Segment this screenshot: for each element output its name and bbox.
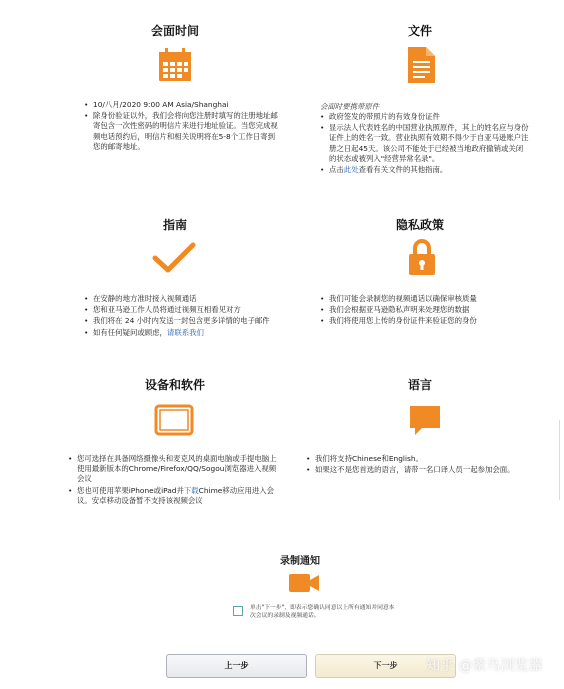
documents-here-link[interactable]: 此处 [343, 165, 359, 175]
privacy-section [320, 216, 520, 286]
contact-us-link[interactable]: 请联系我们 [166, 327, 204, 337]
download-link[interactable]: 下载 [183, 485, 199, 495]
list-item: • 我们将在 24 小时内发送一封包含更多详情的电子邮件 [84, 316, 284, 326]
calendar-icon [158, 48, 192, 86]
list-item: • 在安静的地方准时接入视频通话 [84, 294, 284, 304]
guide-title: 指南 [162, 218, 187, 232]
list-item: • 我们可能会录制您的视频通话以确保审核质量 [320, 294, 530, 304]
privacy-list [320, 294, 530, 328]
speech-bubble-icon [408, 404, 442, 442]
guide-link-prefix: 如有任何疑问或顾虑， [93, 327, 167, 337]
document-icon [406, 46, 436, 88]
checkmark-icon [152, 242, 196, 278]
list-item: • 如果这不是您首选的语言，请带一名口译人员一起参加会面。 [306, 465, 526, 475]
prev-button[interactable]: 上一步 [166, 654, 307, 678]
recording-consent-text: 单击"下一步"，即表示您确认同意以上所有通知并同意本次会议的录制及视频通话。 [250, 605, 395, 619]
list-item: • 我们将支持Chinese和English。 [306, 454, 526, 464]
recording-title: 录制通知 [280, 556, 320, 567]
documents-link-prefix: 点击 [329, 165, 344, 175]
list-item [320, 165, 530, 175]
scrollbar-track[interactable] [559, 420, 560, 500]
recording-consent-checkbox[interactable] [233, 606, 243, 616]
list-item: • 我们会根据亚马逊隐私声明来处理您的数据 [320, 305, 530, 315]
documents-list [320, 112, 530, 176]
guide-list [84, 294, 284, 339]
list-item: • 我们将使用您上传的身份证件来验证您的身份 [320, 316, 530, 326]
video-camera-icon [288, 572, 320, 598]
privacy-title: 隐私政策 [395, 218, 444, 232]
documents-link-suffix: 查看有关文件的其他指南。 [358, 165, 448, 175]
meeting-time-title: 会面时间 [150, 24, 199, 38]
documents-section [320, 22, 520, 102]
list-item: • 您和亚马逊工作人员将通过视频互相看见对方 [84, 305, 284, 315]
watermark: 知乎 @紫鸟浏览器 [426, 658, 543, 674]
list-item: • 除身份验证以外，我们会将向您注册时填写的注册地址邮寄包含一次性密码的明信片来进行地址验证。当您完成视频电话预约后，明信片和相关说明将在5-8个工作日寄到您的邮寄地址。 [84, 111, 280, 152]
language-section [320, 376, 520, 446]
documents-subtitle: 会面时要携带原件 [320, 102, 380, 111]
list-item: • 显示法人代表姓名的中国营业执照原件，其上的姓名应与身份证件上的姓名一致。营业执照有效期不得少于自亚马逊账户注册之日起45天。该公司不能处于已经被当地政府撤销或关闭的状态或被列入"经营异常名录"。 [320, 123, 530, 164]
devices-link-suffix: Chime移动应用进入会议。安卓移动设备暂不支持该视频会议 [77, 485, 275, 505]
list-item: • 10/八月/2020 9:00 AM Asia/Shanghai [84, 100, 280, 110]
next-button[interactable]: 下一步 [315, 654, 456, 678]
list-item [68, 486, 282, 506]
language-title: 语言 [407, 378, 432, 392]
list-item: • 政府签发的带照片的有效身份证件 [320, 112, 530, 122]
language-list [306, 454, 526, 476]
devices-title: 设备和软件 [144, 378, 205, 392]
documents-title: 文件 [407, 24, 432, 38]
devices-link-prefix: 您也可使用苹果iPhone或iPad并 [77, 485, 184, 495]
devices-section [80, 376, 280, 446]
meeting-time-list [84, 100, 280, 153]
tablet-icon [154, 404, 194, 440]
list-item: • 您可选择在具备网络摄像头和麦克风的桌面电脑或手提电脑上使用最新版本的Chrome/Firefox/QQ/Sogou浏览器进入视频会议 [68, 454, 282, 485]
lock-icon [408, 238, 436, 280]
devices-list [68, 454, 282, 507]
guide-section [80, 216, 280, 286]
list-item [84, 328, 284, 338]
